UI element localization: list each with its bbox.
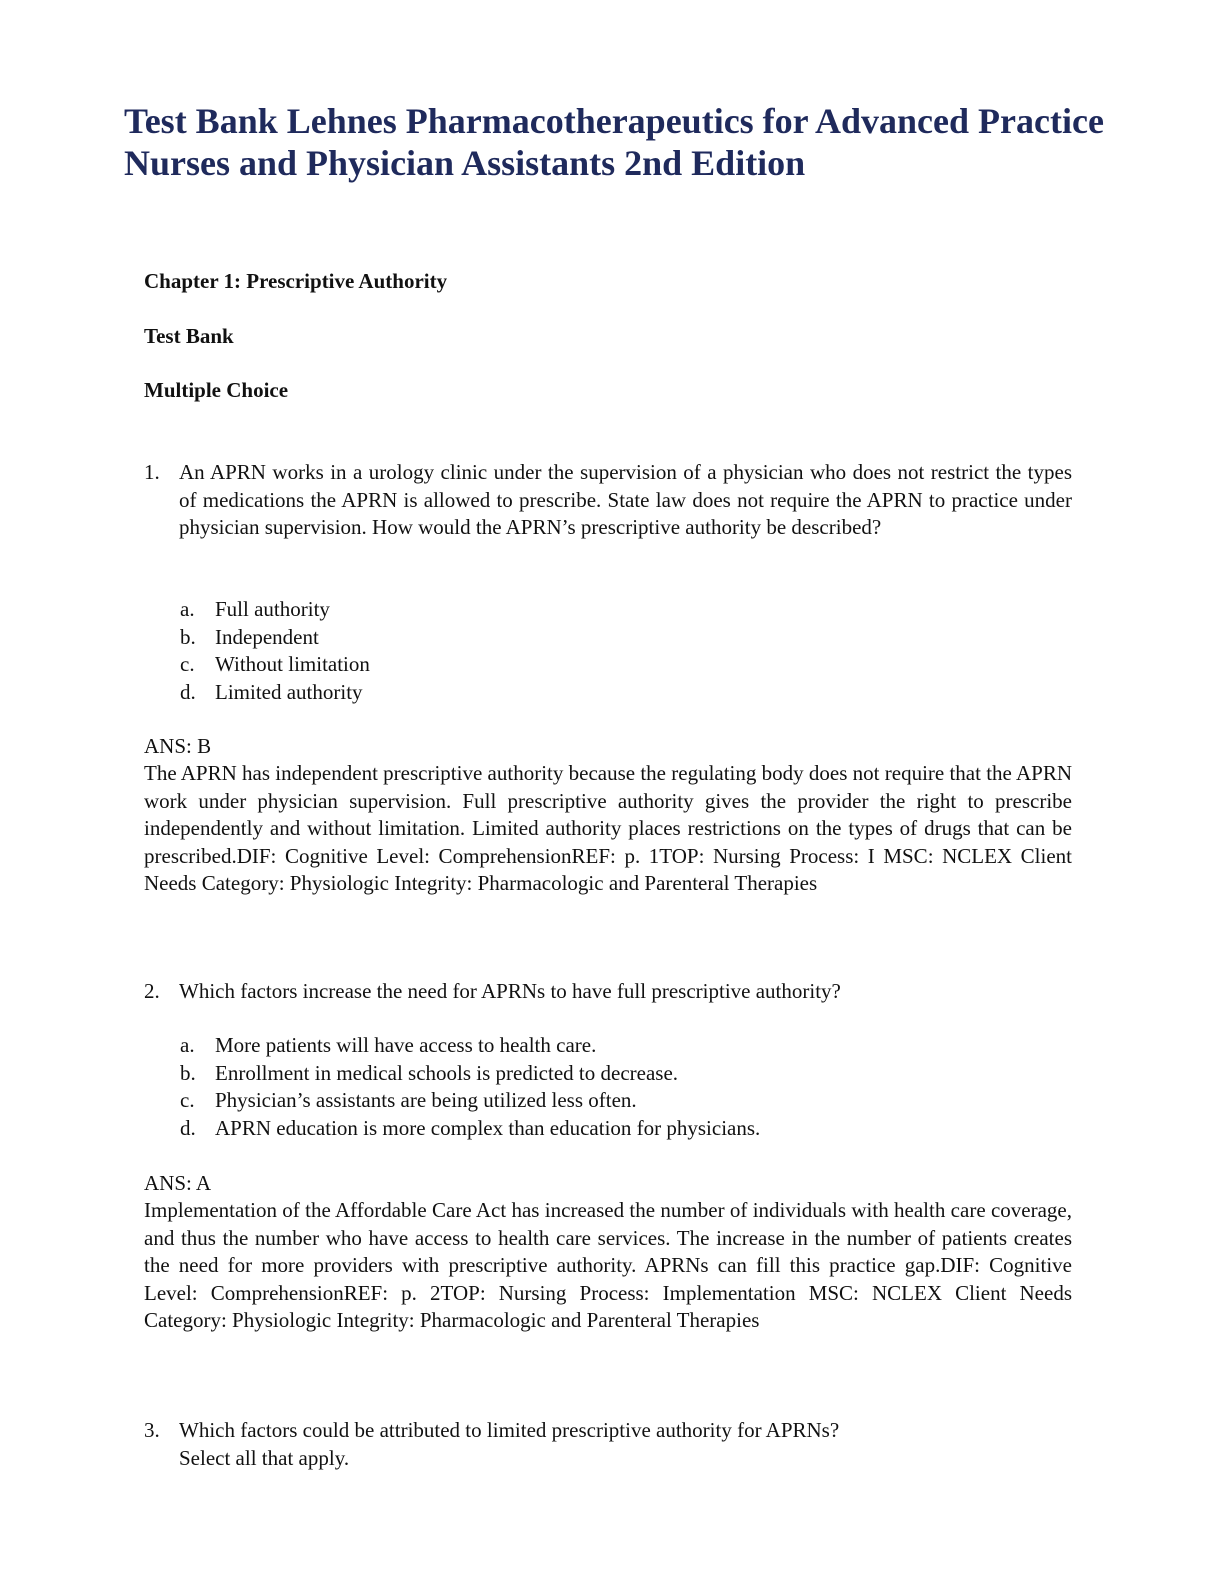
choice-text: Enrollment in medical schools is predicted to decrease. (215, 1060, 679, 1085)
question-instruction: Select all that apply. (179, 1445, 350, 1470)
choice-letter: c. (180, 652, 195, 676)
question-2 (144, 978, 1072, 1006)
answer-key: ANS: A (144, 1171, 212, 1195)
answer-block-1 (144, 733, 1072, 897)
question-1 (144, 459, 1072, 542)
answer-rationale: Implementation of the Affordable Care Act has increased the number of individuals with health care coverage, and thus the number who have access to health care services. The increase in the number of patients creates the need for more providers with prescriptive authority. APRNs can fill this practice gap.DIF: Cognitive Level: ComprehensionREF: p. 2TOP: Nursing Process: Implementation MSC: NCLEX Client Needs Category: Physiologic Integrity: Pharmacologic and Parenteral Therapies (144, 1198, 1072, 1333)
choice-item (180, 1087, 760, 1115)
answer-choices-2 (180, 1032, 760, 1142)
choice-letter: b. (180, 1060, 196, 1085)
choice-text: Full authority (215, 597, 330, 621)
answer-choices-1 (180, 596, 370, 706)
question-number: 2. (144, 979, 160, 1003)
answer-rationale: The APRN has independent prescriptive authority because the regulating body does not require that the APRN work under physician supervision. Full prescriptive authority gives the provider the right to prescribe independently and without limitation. Limited authority places restrictions on the types of drugs that can be prescribed.DIF: Cognitive Level: ComprehensionREF: p. 1TOP: Nursing Process: I MSC: NCLEX Client Needs Category: Physiologic Integrity: Pharmacologic and Parenteral Therapies (144, 761, 1072, 896)
choice-text: Without limitation (215, 652, 370, 676)
document-title: Test Bank Lehnes Pharmacotherapeutics for Advanced Practice Nurses and Physician Assistants 2nd Edition (124, 101, 1104, 183)
answer-key: ANS: B (144, 734, 212, 758)
choice-item (180, 679, 370, 707)
choice-item (180, 651, 370, 679)
question-number: 1. (144, 460, 160, 484)
question-number: 3. (144, 1418, 160, 1442)
choice-item (180, 596, 370, 624)
choice-text: Limited authority (215, 679, 363, 704)
choice-letter: a. (180, 1033, 195, 1057)
question-text: Which factors increase the need for APRNs to have full prescriptive authority? (179, 979, 841, 1003)
question-text: Which factors could be attributed to limited prescriptive authority for APRNs? (179, 1418, 840, 1442)
choice-text: Physician’s assistants are being utilized less often. (215, 1088, 637, 1112)
chapter-heading: Chapter 1: Prescriptive Authority (144, 269, 448, 293)
choice-letter: d. (180, 679, 196, 704)
choice-letter: a. (180, 597, 195, 621)
choice-text: More patients will have access to health care. (215, 1033, 597, 1057)
choice-letter: b. (180, 624, 196, 649)
choice-item (180, 1032, 760, 1060)
question-text: An APRN works in a urology clinic under the supervision of a physician who does not restrict the types of medications the APRN is allowed to prescribe. State law does not require the APRN to practice under physician supervision. How would the APRN’s prescriptive authority be described? (179, 460, 1072, 539)
choice-letter: c. (180, 1088, 195, 1112)
question-3 (144, 1417, 1072, 1472)
choice-item (180, 1060, 760, 1088)
answer-block-2 (144, 1170, 1072, 1334)
section-heading-multiple-choice: Multiple Choice (144, 378, 289, 402)
choice-letter: d. (180, 1115, 196, 1140)
choice-item (180, 624, 370, 652)
choice-text: APRN education is more complex than education for physicians. (215, 1115, 761, 1140)
choice-item (180, 1115, 760, 1143)
choice-text: Independent (215, 624, 319, 649)
subheading-test-bank: Test Bank (144, 324, 234, 348)
